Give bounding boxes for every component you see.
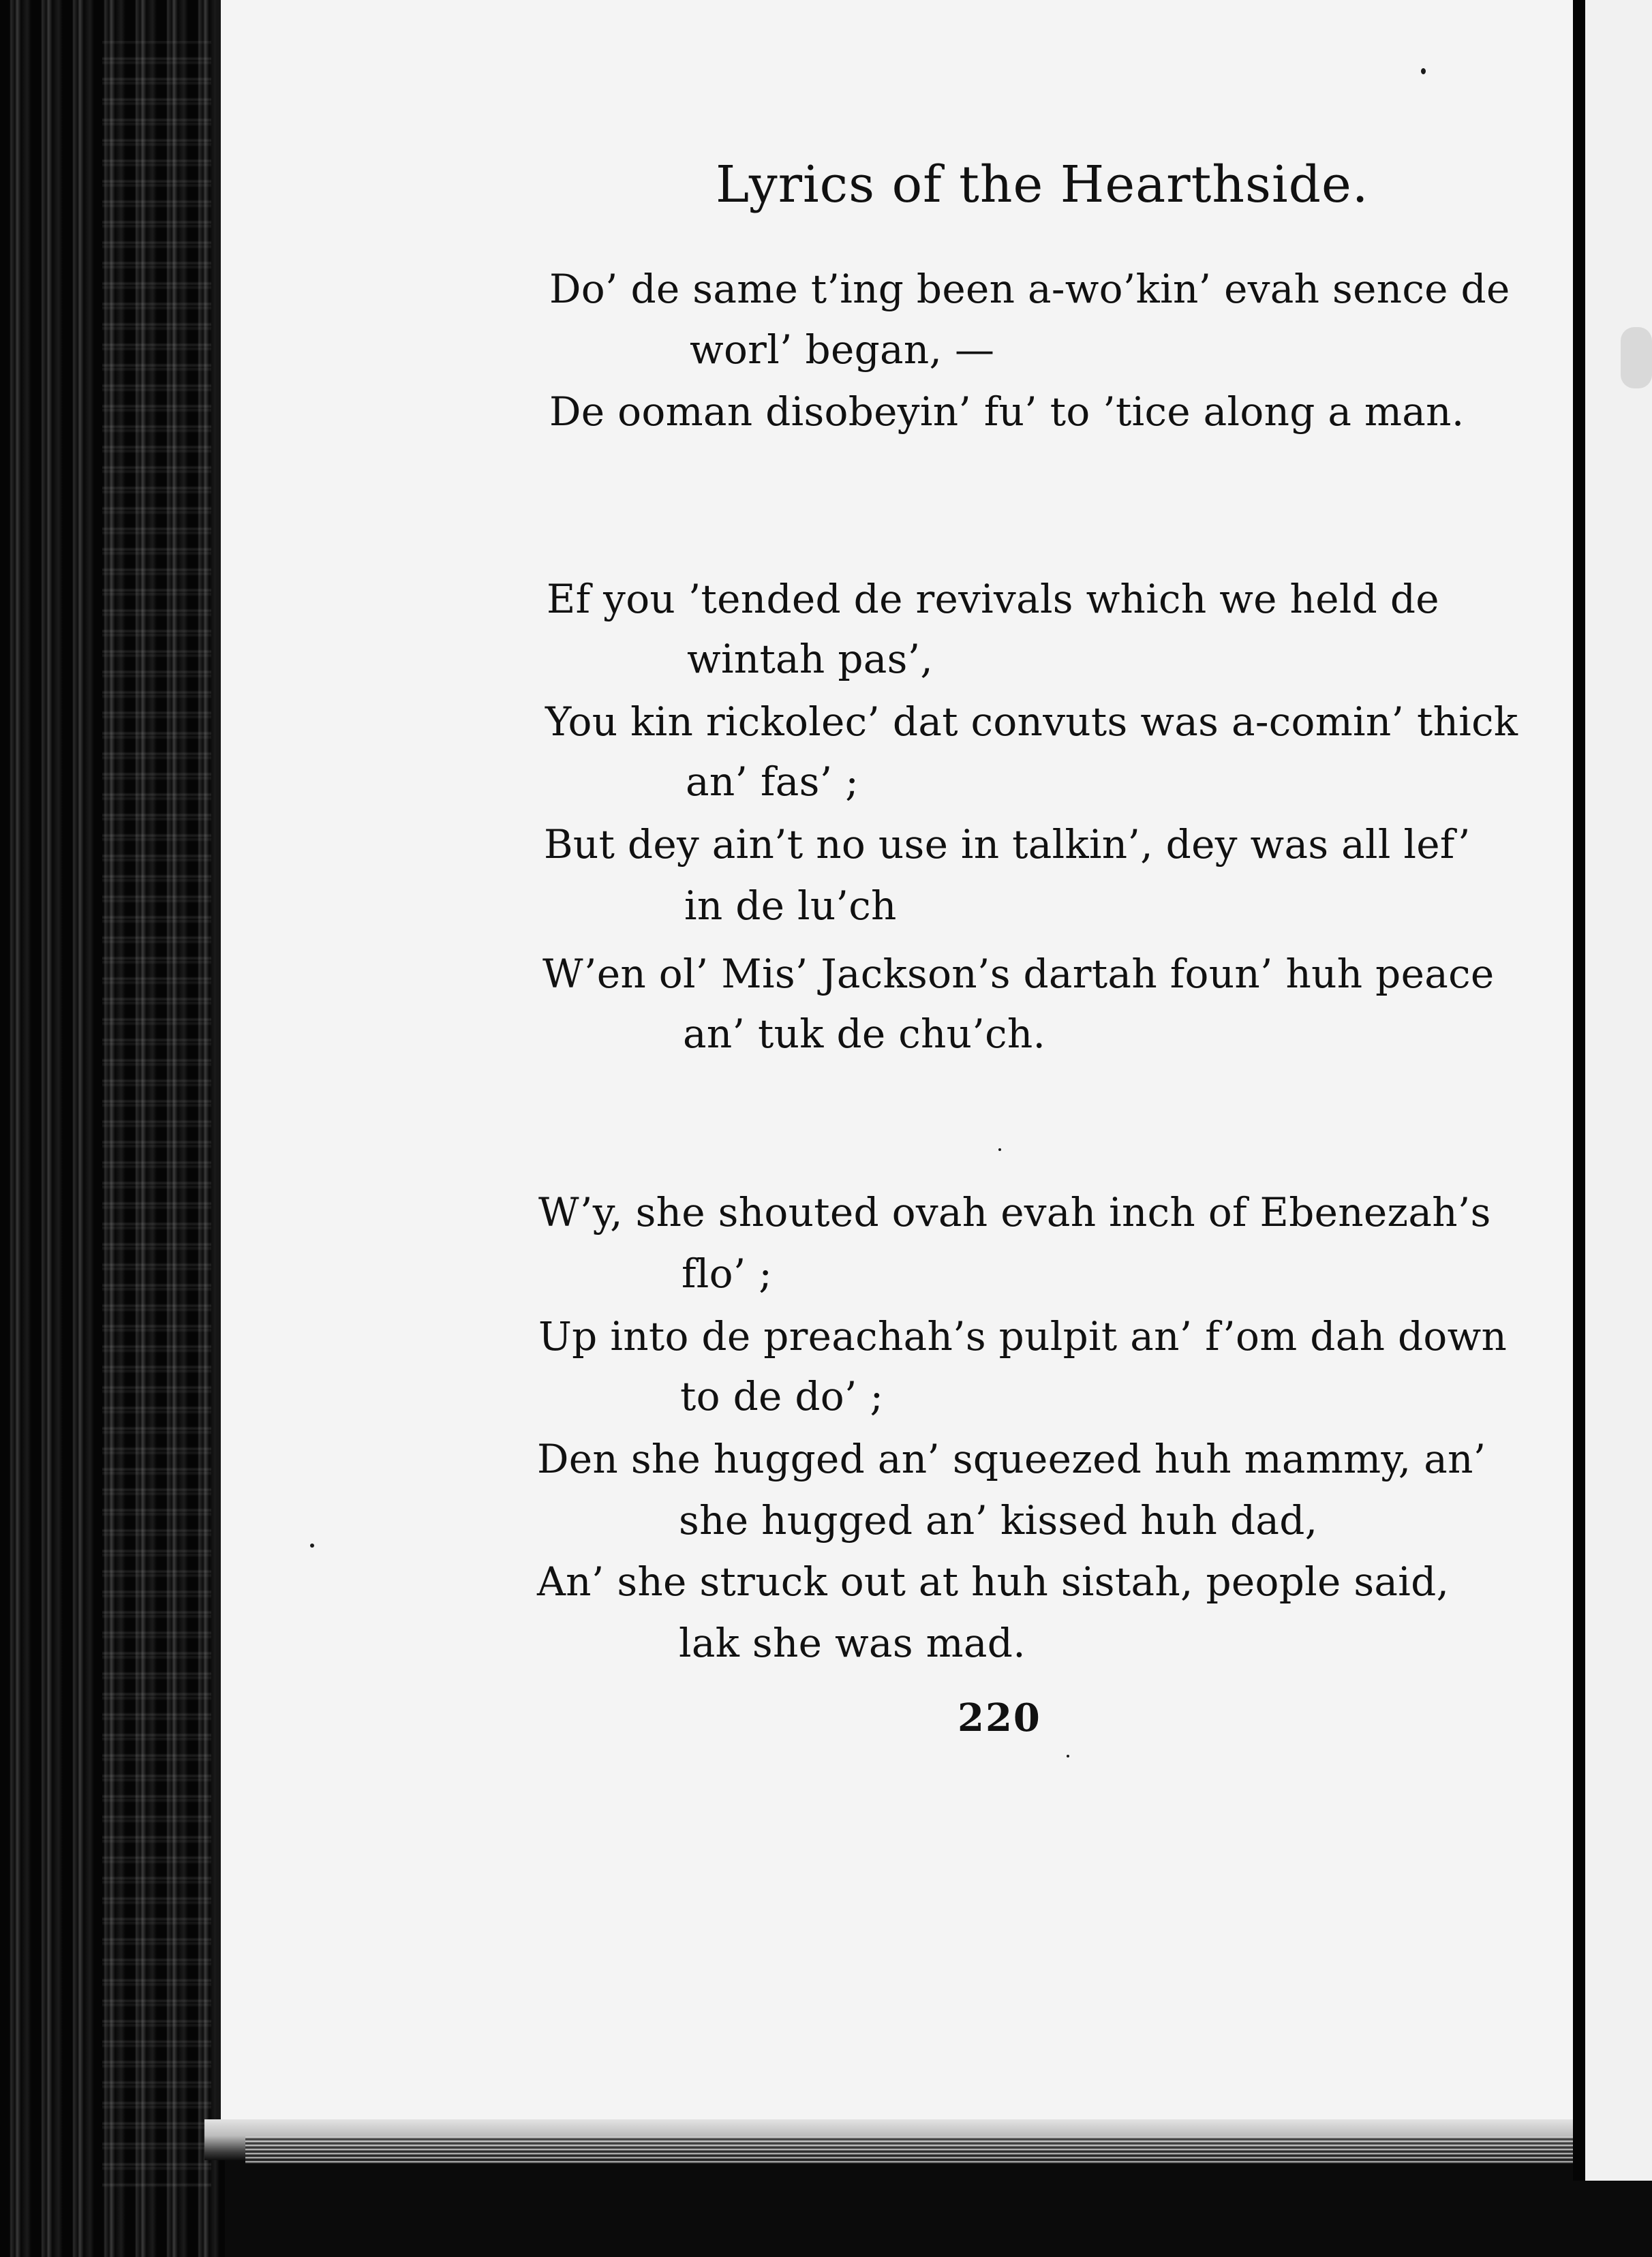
page-number: 220	[958, 1695, 1041, 1740]
gutter-shadow	[1573, 0, 1585, 2181]
verse-line: But dey ain’t no use in talkin’, dey was all lef’	[544, 821, 1471, 868]
page-stack-edge	[245, 2136, 1574, 2164]
spine-texture	[102, 41, 211, 2187]
verse-line: W’en ol’ Mis’ Jackson’s dartah foun’ huh peace	[542, 951, 1495, 997]
verse-line: Den she hugged an’ squeezed huh mammy, an’	[537, 1436, 1486, 1482]
verse-line-continuation: flo’ ;	[682, 1250, 773, 1297]
verse-line: Do’ de same t’ing been a-wo’kin’ evah sence de	[549, 266, 1510, 312]
dust-speck	[1067, 1755, 1069, 1757]
dust-speck	[1421, 68, 1426, 74]
verse-line-continuation: wintah pas’,	[687, 636, 934, 682]
verse-line: An’ she struck out at huh sistah, people said,	[537, 1559, 1450, 1605]
verse-line: Ef you ’tended de revivals which we held de	[547, 576, 1439, 622]
verse-line-continuation: lak she was mad.	[679, 1620, 1026, 1666]
verse-line-continuation: in de lu’ch	[684, 882, 897, 929]
verse-line: W’y, she shouted ovah evah inch of Ebenezah’s	[538, 1189, 1491, 1235]
verse-line: Up into de preachah’s pulpit an’ f’om dah down	[538, 1313, 1508, 1360]
verse-line: You kin rickolec’ dat convuts was a-comin’ thick	[545, 698, 1518, 745]
verse-line-continuation: to de do’ ;	[680, 1373, 884, 1419]
facing-page-blemish	[1621, 327, 1652, 388]
dust-speck	[310, 1544, 314, 1548]
verse-line-continuation: worl’ began, —	[690, 326, 995, 373]
dust-speck	[998, 1148, 1001, 1151]
verse-line-continuation: an’ fas’ ;	[686, 758, 859, 805]
verse-line-continuation: she hugged an’ kissed huh dad,	[679, 1497, 1318, 1544]
verse-line: De ooman disobeyin’ fu’ to ’tice along a man.	[549, 388, 1465, 435]
book-page	[217, 0, 1577, 2133]
verse-line-continuation: an’ tuk de chu’ch.	[683, 1011, 1046, 1057]
running-head: Lyrics of the Hearthside.	[716, 155, 1369, 214]
